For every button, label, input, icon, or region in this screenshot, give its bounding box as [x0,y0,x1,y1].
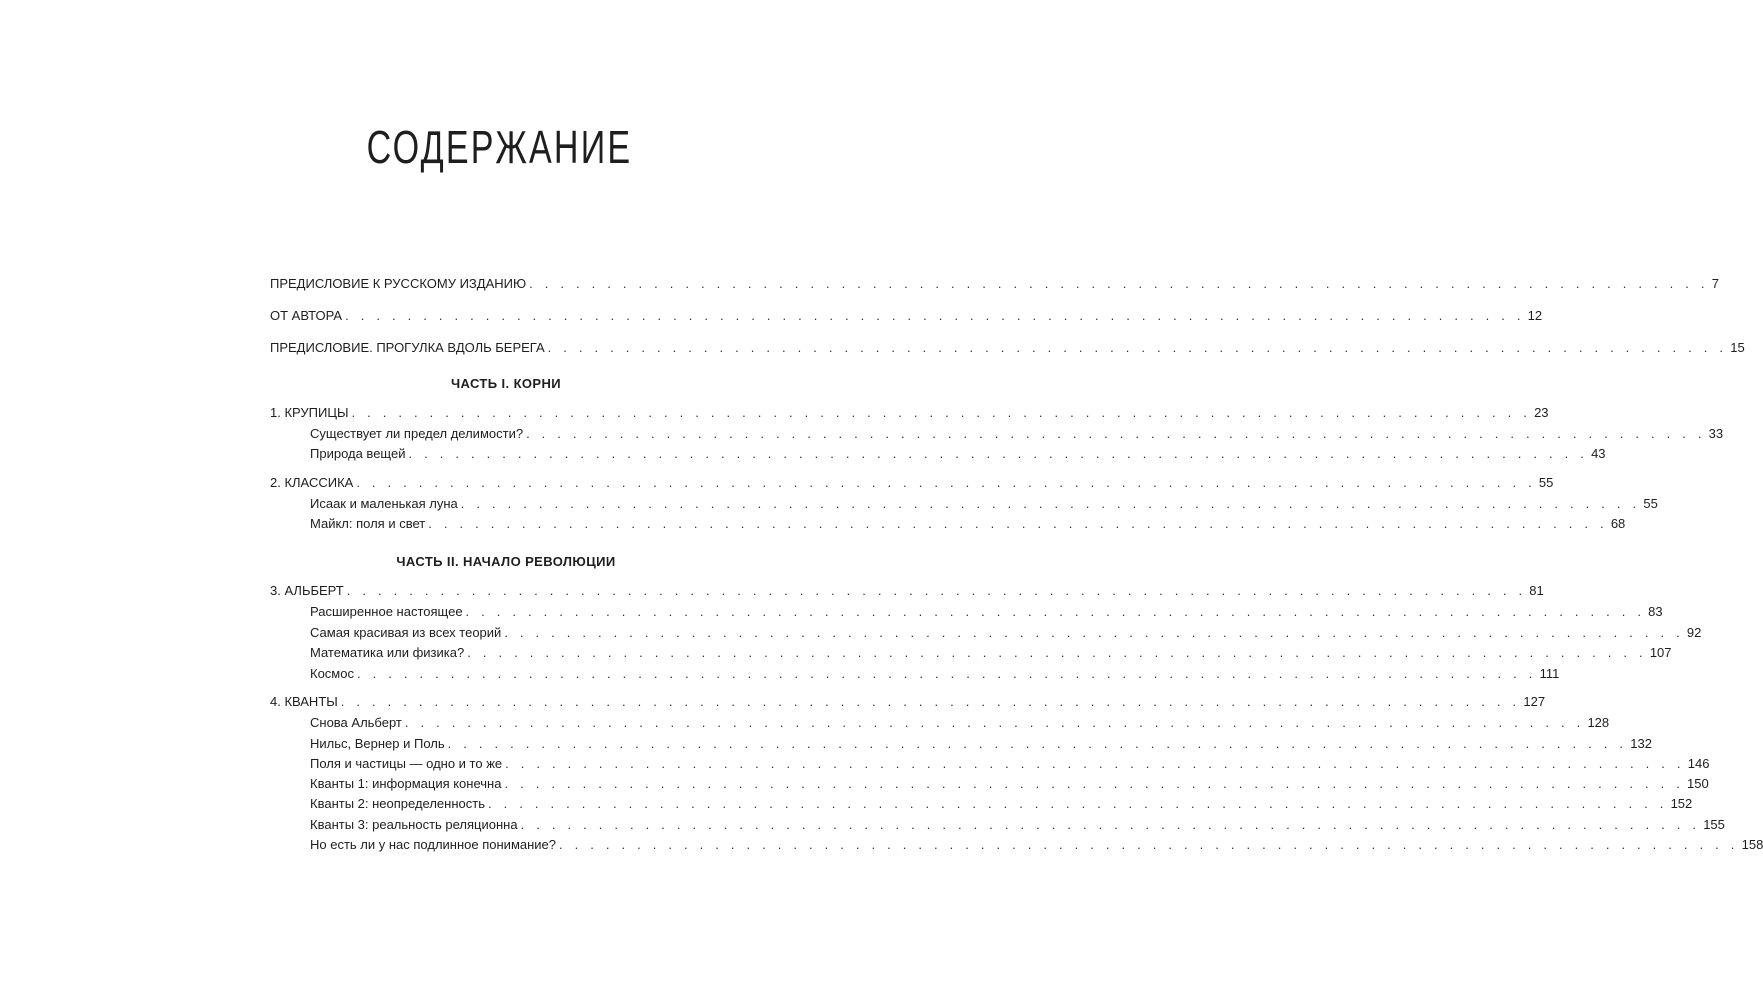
toc-entry-author-note[interactable] [270,306,1543,326]
toc-entry-page: 155 [1703,817,1725,832]
dot-leader: . . . . . . . . . . . . . . . . . . . . . . . . . . . . . . . . . . . . . . . . . . . . . . . . . . . . . . . . . . . . . . . . . . . . . . . . . . . . [345,308,1525,323]
toc-entry-page: 55 [1643,496,1658,511]
toc-entry-page: 81 [1529,583,1544,598]
toc-entry-preface[interactable] [270,338,1745,358]
toc-entry-page: 43 [1591,446,1606,461]
toc-entry-label: Исаак и маленькая луна [310,496,458,511]
toc-entry-label: Математика или физика? [310,645,465,660]
toc-entry-page: 158 [1741,837,1763,852]
toc-section[interactable] [310,734,1652,754]
toc-entry-label: Нильс, Вернер и Поль [310,736,445,751]
dot-leader: . . . . . . . . . . . . . . . . . . . . . . . . . . . . . . . . . . . . . . . . . . . . . . . . . . . . . . . . . . . . . . . . . . . . . . . . . . . . [520,817,1701,832]
dot-leader: . . . . . . . . . . . . . . . . . . . . . . . . . . . . . . . . . . . . . . . . . . . . . . . . . . . . . . . . . . . . . . . . . . . . . . . . . . . . [404,715,1585,730]
dot-leader: . . . . . . . . . . . . . . . . . . . . . . . . . . . . . . . . . . . . . . . . . . . . . . . . . . . . . . . . . . . . . . . . . . . . . . . . . . . . [504,776,1685,791]
toc-section[interactable] [310,664,1560,684]
toc-entry-label: 1. КРУПИЦЫ [270,405,349,420]
part-heading: ЧАСТЬ I. КОРНИ [450,376,562,391]
dot-leader: . . . . . . . . . . . . . . . . . . . . . . . . . . . . . . . . . . . . . . . . . . . . . . . . . . . . . . . . . . . . . . . . . . . . . . . . . . . . [504,625,1684,640]
toc-section[interactable] [310,602,1663,622]
toc-entry-page: 92 [1686,625,1702,640]
toc-entry-label: Самая красивая из всех теорий [310,625,502,640]
toc-chapter[interactable] [270,692,1546,712]
dot-leader: . . . . . . . . . . . . . . . . . . . . . . . . . . . . . . . . . . . . . . . . . . . . . . . . . . . . . . . . . . . . . . . . . . . . . . . . . . . . [428,516,1608,531]
toc-entry-label: Существует ли предел делимости? [310,426,524,441]
toc-entry-page: 111 [1539,666,1560,681]
toc-entry-label: 2. КЛАССИКА [270,475,354,490]
toc-entry-label: Кванты 3: реальность реляционна [310,817,518,832]
toc-entry-page: 55 [1538,475,1554,490]
dot-leader: . . . . . . . . . . . . . . . . . . . . . . . . . . . . . . . . . . . . . . . . . . . . . . . . . . . . . . . . . . . . . . . . . . . . . . . . . . . . [346,583,1527,598]
toc-section[interactable] [310,754,1710,774]
dot-leader: . . . . . . . . . . . . . . . . . . . . . . . . . . . . . . . . . . . . . . . . . . . . . . . . . . . . . . . . . . . . . . . . . . . . . . . . . . . . [547,340,1728,355]
dot-leader: . . . . . . . . . . . . . . . . . . . . . . . . . . . . . . . . . . . . . . . . . . . . . . . . . . . . . . . . . . . . . . . . . . . . . . . . . . . . [487,796,1668,811]
toc-entry-label: 4. КВАНТЫ [270,694,338,709]
toc-section[interactable] [310,444,1606,464]
toc-entry-page: 7 [1711,276,1719,291]
dot-leader: . . . . . . . . . . . . . . . . . . . . . . . . . . . . . . . . . . . . . . . . . . . . . . . . . . . . . . . . . . . . . . . . . . . . . . . . . . . . [526,426,1706,441]
dot-leader: . . . . . . . . . . . . . . . . . . . . . . . . . . . . . . . . . . . . . . . . . . . . . . . . . . . . . . . . . . . . . . . . . . . . . . . . . . . . [559,837,1739,852]
dot-leader: . . . . . . . . . . . . . . . . . . . . . . . . . . . . . . . . . . . . . . . . . . . . . . . . . . . . . . . . . . . . . . . . . . . . . . . . . . . . [447,736,1628,751]
toc-section[interactable] [310,643,1672,663]
toc-entry-label: ПРЕДИСЛОВИЕ К РУССКОМУ ИЗДАНИЮ [270,276,527,291]
toc-entry-label: ОТ АВТОРА [270,308,343,323]
toc-entry-page: 15 [1730,340,1745,355]
toc-section[interactable] [310,713,1610,733]
toc-entry-label: Поля и частицы — одно и то же [310,756,503,771]
dot-leader: . . . . . . . . . . . . . . . . . . . . . . . . . . . . . . . . . . . . . . . . . . . . . . . . . . . . . . . . . . . . . . . . . . . . . . . . . . . . [356,666,1537,681]
toc-entry-page: 12 [1527,308,1543,323]
toc-entry-label: Кванты 1: информация конечна [310,776,502,791]
toc-section[interactable] [310,794,1693,814]
toc-chapter[interactable] [270,581,1544,601]
part-heading: ЧАСТЬ II. НАЧАЛО РЕВОЛЮЦИИ [396,554,616,569]
page-title: СОДЕРЖАНИЕ [366,121,633,173]
toc-section[interactable] [310,424,1724,444]
dot-leader: . . . . . . . . . . . . . . . . . . . . . . . . . . . . . . . . . . . . . . . . . . . . . . . . . . . . . . . . . . . . . . . . . . . . . . . . . . . . [351,405,1532,420]
dot-leader: . . . . . . . . . . . . . . . . . . . . . . . . . . . . . . . . . . . . . . . . . . . . . . . . . . . . . . . . . . . . . . . . . . . . . . . . . . . . [529,276,1709,291]
toc-section[interactable] [310,815,1725,835]
toc-entry-label: Но есть ли у нас подлинное понимание? [310,837,557,852]
toc-entry-page: 150 [1687,776,1709,791]
toc-entry-page: 152 [1670,796,1693,811]
dot-leader: . . . . . . . . . . . . . . . . . . . . . . . . . . . . . . . . . . . . . . . . . . . . . . . . . . . . . . . . . . . . . . . . . . . . . . . . . . . . [340,694,1521,709]
toc-section[interactable] [310,514,1626,534]
toc-entry-label: Кванты 2: неопределенность [310,796,485,811]
toc-entry-label: ПРЕДИСЛОВИЕ. ПРОГУЛКА ВДОЛЬ БЕРЕГА [270,340,545,355]
toc-entry-page: 132 [1630,736,1652,751]
toc-entry-label: Майкл: поля и свет [310,516,426,531]
toc-section[interactable] [310,494,1658,514]
toc-entry-page: 127 [1523,694,1546,709]
dot-leader: . . . . . . . . . . . . . . . . . . . . . . . . . . . . . . . . . . . . . . . . . . . . . . . . . . . . . . . . . . . . . . . . . . . . . . . . . . . . [465,604,1646,619]
toc-entry-page: 83 [1648,604,1663,619]
dot-leader: . . . . . . . . . . . . . . . . . . . . . . . . . . . . . . . . . . . . . . . . . . . . . . . . . . . . . . . . . . . . . . . . . . . . . . . . . . . . [505,756,1685,771]
toc-chapter[interactable] [270,473,1554,493]
toc-entry-page: 146 [1687,756,1710,771]
dot-leader: . . . . . . . . . . . . . . . . . . . . . . . . . . . . . . . . . . . . . . . . . . . . . . . . . . . . . . . . . . . . . . . . . . . . . . . . . . . . [356,475,1536,490]
toc-entry-label: Космос [310,666,354,681]
toc-entry-page: 128 [1587,715,1610,730]
dot-leader: . . . . . . . . . . . . . . . . . . . . . . . . . . . . . . . . . . . . . . . . . . . . . . . . . . . . . . . . . . . . . . . . . . . . . . . . . . . . [460,496,1641,511]
toc-section[interactable] [310,623,1702,643]
toc-entry-label: Снова Альберт [310,715,402,730]
dot-leader: . . . . . . . . . . . . . . . . . . . . . . . . . . . . . . . . . . . . . . . . . . . . . . . . . . . . . . . . . . . . . . . . . . . . . . . . . . . . [467,645,1647,660]
dot-leader: . . . . . . . . . . . . . . . . . . . . . . . . . . . . . . . . . . . . . . . . . . . . . . . . . . . . . . . . . . . . . . . . . . . . . . . . . . . . [408,446,1589,461]
toc-entry-label: Расширенное настоящее [310,604,463,619]
toc-entry-label: 3. АЛЬБЕРТ [270,583,344,598]
toc-section[interactable] [310,835,1763,855]
toc-entry-page: 68 [1610,516,1626,531]
toc-chapter[interactable] [270,403,1549,423]
toc-entry-page: 23 [1534,405,1549,420]
toc-entry-page: 107 [1649,645,1672,660]
toc-entry-label: Природа вещей [310,446,406,461]
toc-entry-page: 33 [1708,426,1724,441]
toc-section[interactable] [310,774,1709,794]
toc-entry-russian-preface[interactable] [270,274,1719,294]
